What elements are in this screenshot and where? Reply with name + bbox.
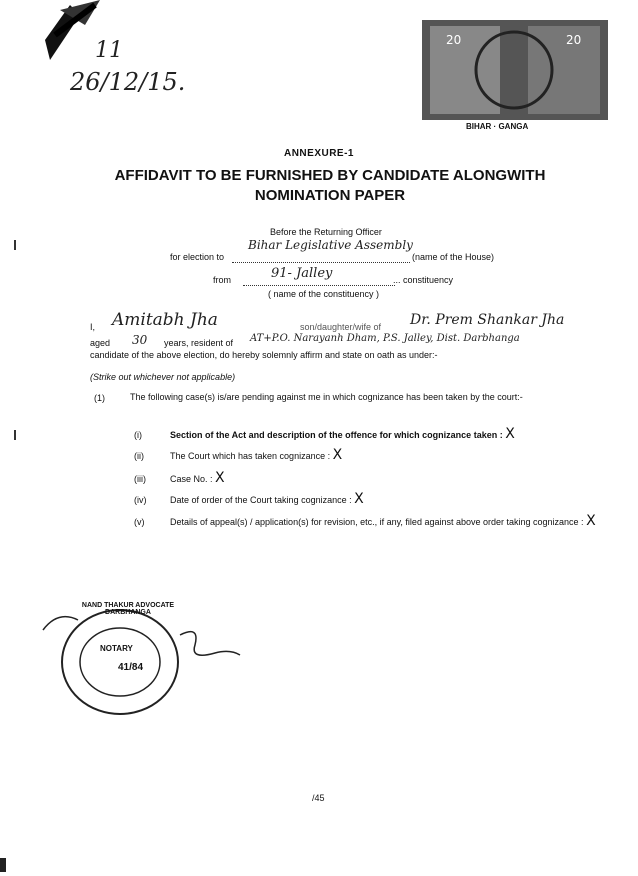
notary-seal bbox=[38, 600, 188, 720]
cross-mark: X bbox=[332, 447, 343, 463]
margin-mark bbox=[0, 858, 6, 872]
annexure-label: ANNEXURE-1 bbox=[283, 148, 354, 159]
relation-label: son/daughter/wife of bbox=[300, 322, 382, 332]
candidate-row bbox=[90, 310, 630, 334]
seal-registration: 41/84 bbox=[118, 662, 144, 673]
from-label: from bbox=[213, 275, 231, 285]
sub-item-number: (iv) bbox=[134, 495, 147, 505]
item-1-text: The following case(s) is/are pending against me in which cognizance has been taken by the court:- bbox=[130, 392, 523, 402]
seal-ring-text: NAND THAKUR ADVOCATE DARBHANGA bbox=[81, 602, 175, 616]
age-row bbox=[90, 335, 635, 351]
sub-item-label: Details of appeal(s) / application(s) for revision, etc., if any, filed against above order taking cognizance : bbox=[170, 517, 584, 527]
i-prefix: I, bbox=[90, 322, 96, 332]
page-title bbox=[60, 166, 600, 206]
stamp-text: BIHAR · GANGA bbox=[466, 122, 529, 131]
house-value: Bihar Legislative Assembly bbox=[248, 238, 413, 252]
house-suffix: (name of the House) bbox=[412, 252, 495, 262]
cross-mark: X bbox=[215, 470, 225, 486]
corner-date: 26/12/15. bbox=[70, 68, 186, 96]
sub-item-label: The Court which has taken cognizance : bbox=[170, 451, 331, 461]
years-label: years, resident of bbox=[164, 338, 234, 348]
constituency-note: ( name of the constituency ) bbox=[268, 289, 380, 299]
svg-text:20: 20 bbox=[566, 33, 582, 47]
candidate-name: Amitabh Jha bbox=[112, 310, 218, 330]
title-line-1: AFFIDAVIT TO BE FURNISHED BY CANDIDATE ALONGWITH bbox=[114, 167, 546, 184]
sub-item-number: (v) bbox=[134, 517, 145, 527]
cross-mark: X bbox=[505, 426, 515, 442]
constituency-suffix: ... constituency bbox=[393, 275, 454, 285]
svg-text:20: 20 bbox=[446, 33, 462, 47]
item-1-number: (1) bbox=[94, 393, 105, 403]
residence-value: AT+P.O. Narayanh Dham, P.S. Jalley, Dist. Darbhanga bbox=[250, 333, 520, 344]
father-name: Dr. Prem Shankar Jha bbox=[410, 312, 565, 328]
revenue-stamp bbox=[416, 14, 614, 140]
notary-seal-icon bbox=[38, 600, 188, 720]
sub-item-label: Case No. : bbox=[170, 474, 213, 484]
sub-item-number: (iii) bbox=[134, 474, 146, 484]
sub-item-label: Section of the Act and description of the offence for which cognizance taken : bbox=[170, 430, 503, 440]
notary-signature-icon bbox=[175, 625, 245, 665]
margin-mark bbox=[14, 240, 16, 250]
sub-item-text bbox=[170, 428, 600, 441]
for-election-label: for election to bbox=[170, 252, 225, 262]
title-line-2: NOMINATION PAPER bbox=[254, 187, 406, 204]
corner-note bbox=[40, 0, 200, 110]
sub-item-label: Date of order of the Court taking cognizance : bbox=[170, 495, 352, 505]
sub-item-text bbox=[170, 493, 600, 506]
corner-number: 11 bbox=[95, 38, 123, 63]
sub-item-text bbox=[170, 515, 600, 528]
sub-item-number: (ii) bbox=[134, 451, 144, 461]
candidate-declaration: candidate of the above election, do hereby solemnly affirm and state on oath as under:- bbox=[90, 350, 438, 360]
sub-item-text bbox=[170, 449, 600, 462]
cross-mark: X bbox=[354, 491, 364, 507]
sub-item-text bbox=[170, 472, 600, 485]
house-dots bbox=[232, 254, 410, 263]
constituency-row bbox=[213, 266, 483, 288]
constituency-value: 91- Jalley bbox=[271, 266, 333, 281]
page-number: /45 bbox=[312, 793, 325, 803]
before-label: Before the Returning Officer bbox=[270, 227, 382, 237]
margin-mark bbox=[14, 430, 16, 440]
aged-label: aged bbox=[90, 338, 111, 348]
sub-item-number: (i) bbox=[134, 430, 142, 440]
election-row bbox=[170, 238, 500, 264]
strike-note: (Strike out whichever not applicable) bbox=[90, 372, 236, 382]
cross-mark: X bbox=[586, 513, 596, 529]
seal-label: NOTARY bbox=[100, 644, 133, 653]
age-value: 30 bbox=[132, 333, 148, 347]
